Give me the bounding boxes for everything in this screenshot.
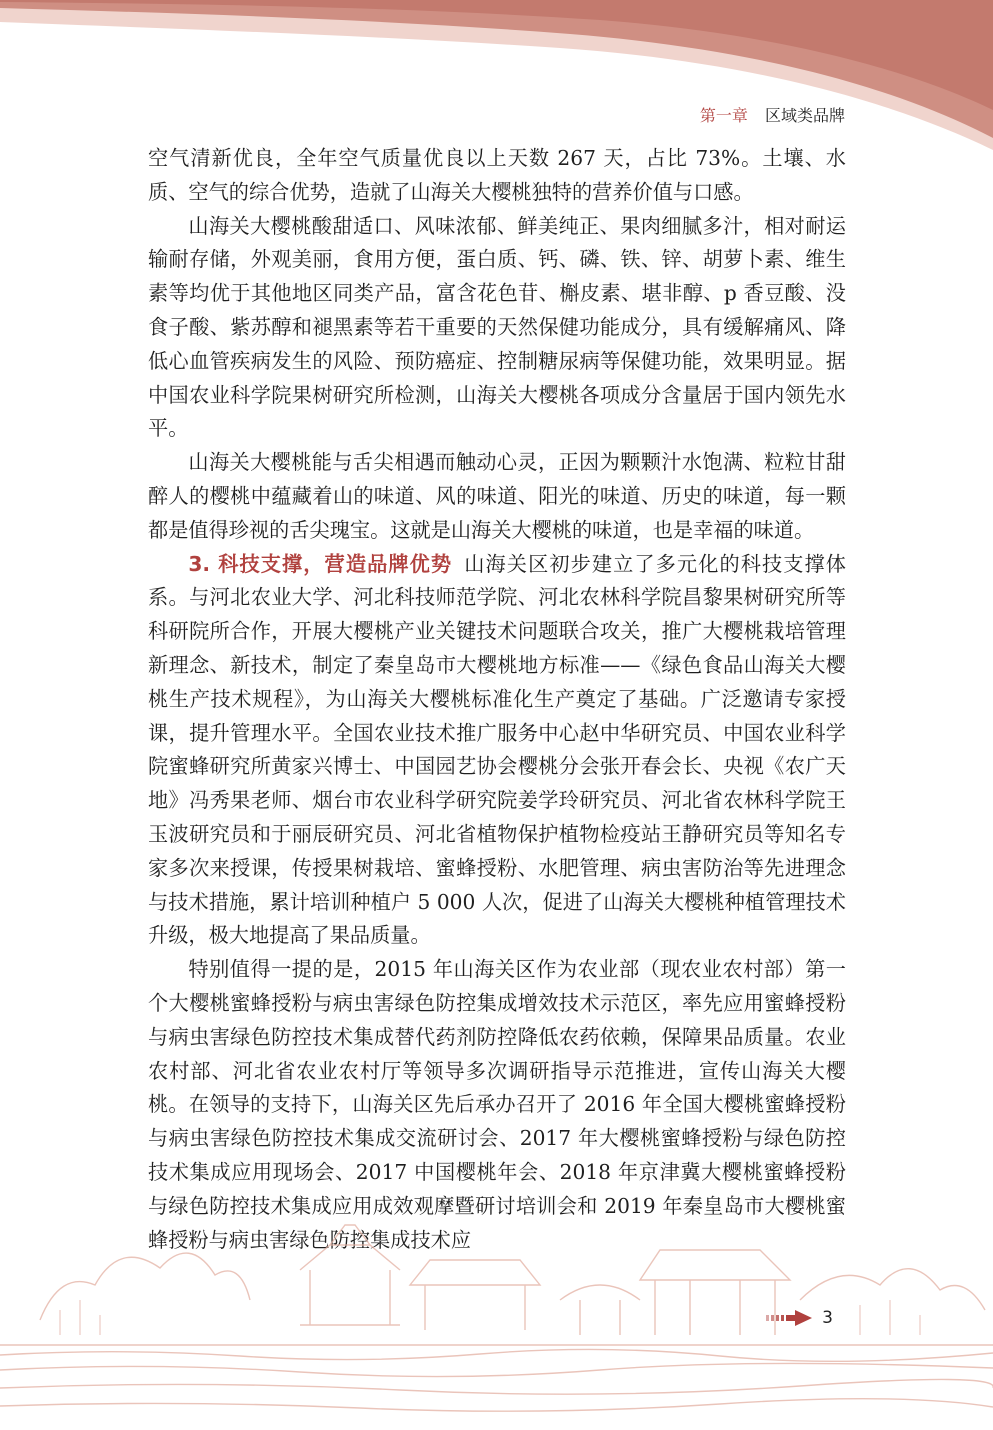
page-footer [766,1308,833,1328]
page-number: 3 [822,1308,833,1328]
paragraph-text: 山海关大樱桃能与舌尖相遇而触动心灵，正因为颗颗汁水饱满、粒粒甘甜醉人的樱桃中蕴藏着山的味道、风的味道、阳光的味道、历史的味道，每一颗都是值得珍视的舌尖瑰宝。这就是山海关大樱桃的味道，也是幸福的味道。 [148,450,846,542]
paragraph-text: 特别值得一提的是，2015 年山海关区作为农业部（现农业农村部）第一个大樱桃蜜蜂授粉与病虫害绿色防控集成增效技术示范区，率先应用蜜蜂授粉与病虫害绿色防控技术集成替代药剂防控降低农药依赖，保障果品质量。农业农村部、河北省农业农村厅等领导多次调研指导示范推进，宣传山海关大樱桃。在领导的支持下，山海关区先后承办召开了 2016 年全国大樱桃蜜蜂授粉与病虫害绿色防控技术集成交流研讨会、2017 年大樱桃蜜蜂授粉与绿色防控技术集成应用现场会、2017 中国樱桃年会、2018 年京津冀大樱桃蜜蜂授粉与绿色防控技术集成应用成效观摩暨研讨培训会和 2019 年秦皇岛市大樱桃蜜蜂授粉与病虫害绿色防控集成技术应 [148,957,846,1252]
body-paragraph [148,446,846,547]
chapter-title: 区域类品牌 [764,106,845,125]
body-paragraph [148,142,846,210]
running-header [700,103,845,126]
body-paragraph [148,210,846,447]
header-wave-decoration [0,0,993,160]
paragraph-text: 山海关区初步建立了多元化的科技支撑体系。与河北农业大学、河北科技师范学院、河北农林科学院昌黎果树研究所等科研院所合作，开展大樱桃产业关键技术问题联合攻关，推广大樱桃栽培管理新理念、新技术，制定了秦皇岛市大樱桃地方标准——《绿色食品山海关大樱桃生产技术规程》，为山海关大樱桃标准化生产奠定了基础。广泛邀请专家授课，提升管理水平。全国农业技术推广服务中心赵中华研究员、中国农业科学院蜜蜂研究所黄家兴博士、中国园艺协会樱桃分会张开春会长、央视《农广天地》冯秀果老师、烟台市农业科学研究院姜学玲研究员、河北省农林科学院王玉波研究员和于丽辰研究员、河北省植物保护植物检疫站王静研究员等知名专家多次来授课，传授果树栽培、蜜蜂授粉、水肥管理、病虫害防治等先进理念与技术措施，累计培训种植户 5 000 人次，促进了山海关大樱桃种植管理技术升级，极大地提高了果品质量。 [148,551,846,948]
body-paragraph [148,548,846,954]
chapter-label: 第一章 [699,106,748,125]
paragraph-text: 山海关大樱桃酸甜适口、风味浓郁、鲜美纯正、果肉细腻多汁，相对耐运输耐存储，外观美丽，食用方便，蛋白质、钙、磷、铁、锌、胡萝卜素、维生素等均优于其他地区同类产品，富含花色苷、槲皮素、堪非醇、p 香豆酸、没食子酸、紫苏醇和褪黑素等若干重要的天然保健功能成分，具有缓解痛风、降低心血管疾病发生的风险、预防癌症、控制糖尿病等保健功能，效果明显。据中国农业科学院果树研究所检测，山海关大樱桃各项成分含量居于国内领先水平。 [148,213,846,441]
city-sketch-decoration [0,1150,993,1430]
section-heading: 3. 科技支撑，营造品牌优势 [188,551,453,576]
arrow-right-icon [766,1310,812,1326]
body-text [148,142,846,1257]
paragraph-text: 空气清新优良，全年空气质量优良以上天数 267 天，占比 73%。土壤、水质、空气的综合优势，造就了山海关大樱桃独特的营养价值与口感。 [148,146,846,204]
